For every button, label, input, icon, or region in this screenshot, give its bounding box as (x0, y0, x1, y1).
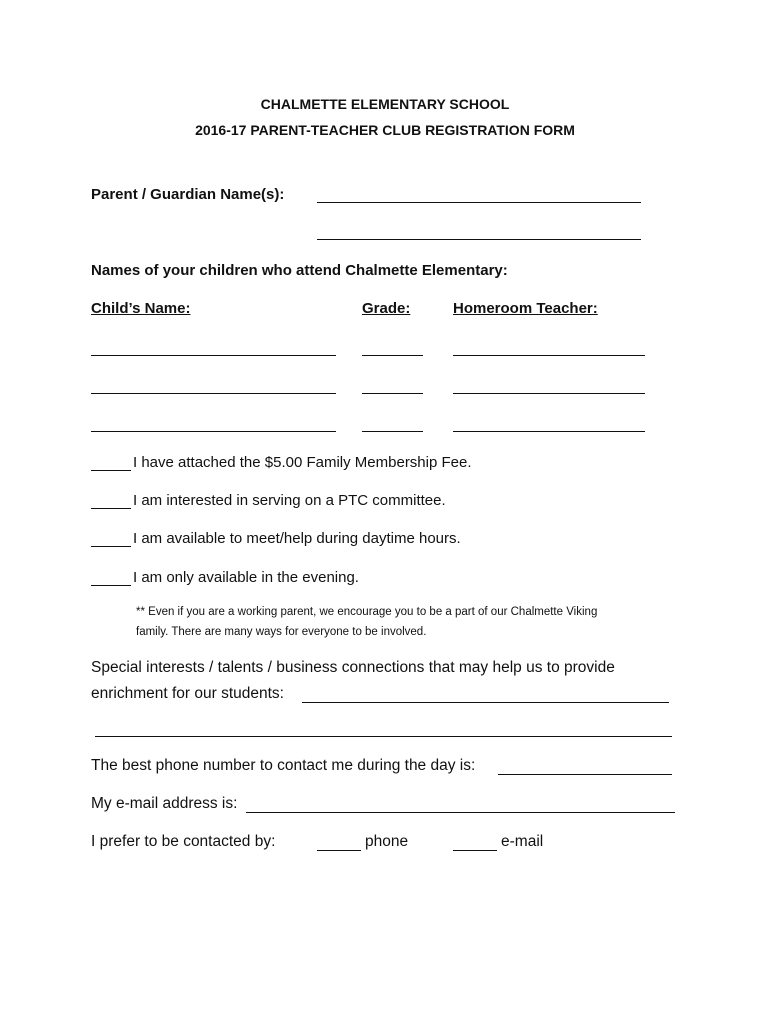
grade-field-3[interactable] (362, 431, 423, 432)
option-label: I am only available in the evening. (133, 569, 359, 586)
note-line-1: ** Even if you are a working parent, we encourage you to be a part of our Chalmette Viking (136, 606, 598, 618)
option-daytime[interactable] (91, 530, 461, 547)
grade-field-2[interactable] (362, 393, 423, 394)
check-blank[interactable] (91, 532, 131, 547)
note-line-2: family. There are many ways for everyone to be involved. (136, 626, 427, 638)
phone-field[interactable] (498, 774, 672, 775)
children-heading: Names of your children who attend Chalmette Elementary: (91, 262, 508, 279)
option-label: I am available to meet/help during daytime hours. (133, 530, 461, 547)
phone-label: The best phone number to contact me during the day is: (91, 757, 476, 774)
special-interests-field-2[interactable] (95, 736, 672, 737)
special-interests-line-1: Special interests / talents / business connections that may help us to provide (91, 659, 615, 676)
parent-name-field-1[interactable] (317, 202, 641, 203)
check-blank[interactable] (91, 456, 131, 471)
parent-name-field-2[interactable] (317, 239, 641, 240)
grade-header: Grade: (362, 300, 411, 317)
check-blank[interactable] (91, 571, 131, 586)
parent-label: Parent / Guardian Name(s): (91, 186, 285, 203)
special-interests-field-1[interactable] (302, 702, 669, 703)
email-label: My e-mail address is: (91, 795, 238, 812)
child-name-field-2[interactable] (91, 393, 336, 394)
option-membership-fee[interactable] (91, 454, 472, 471)
grade-field-1[interactable] (362, 355, 423, 356)
option-label: I have attached the $5.00 Family Membership Fee. (133, 454, 472, 471)
special-interests-line-2: enrichment for our students: (91, 685, 284, 702)
contact-phone-blank[interactable] (317, 850, 361, 851)
form-title: 2016-17 PARENT-TEACHER CLUB REGISTRATION FORM (195, 122, 575, 138)
contact-phone-label: phone (365, 833, 409, 850)
teacher-field-2[interactable] (453, 393, 645, 394)
contact-pref-label: I prefer to be contacted by: (91, 833, 276, 850)
teacher-field-1[interactable] (453, 355, 645, 356)
teacher-field-3[interactable] (453, 431, 645, 432)
child-name-field-1[interactable] (91, 355, 336, 356)
contact-email-label: e-mail (501, 833, 544, 850)
child-name-header: Child’s Name: (91, 300, 191, 317)
email-field[interactable] (246, 812, 675, 813)
option-label: I am interested in serving on a PTC committee. (133, 492, 446, 509)
option-ptc-committee[interactable] (91, 492, 446, 509)
check-blank[interactable] (91, 494, 131, 509)
contact-email-blank[interactable] (453, 850, 497, 851)
option-evening[interactable] (91, 569, 359, 586)
child-name-field-3[interactable] (91, 431, 336, 432)
teacher-header: Homeroom Teacher: (453, 300, 598, 317)
school-name: CHALMETTE ELEMENTARY SCHOOL (260, 96, 510, 112)
